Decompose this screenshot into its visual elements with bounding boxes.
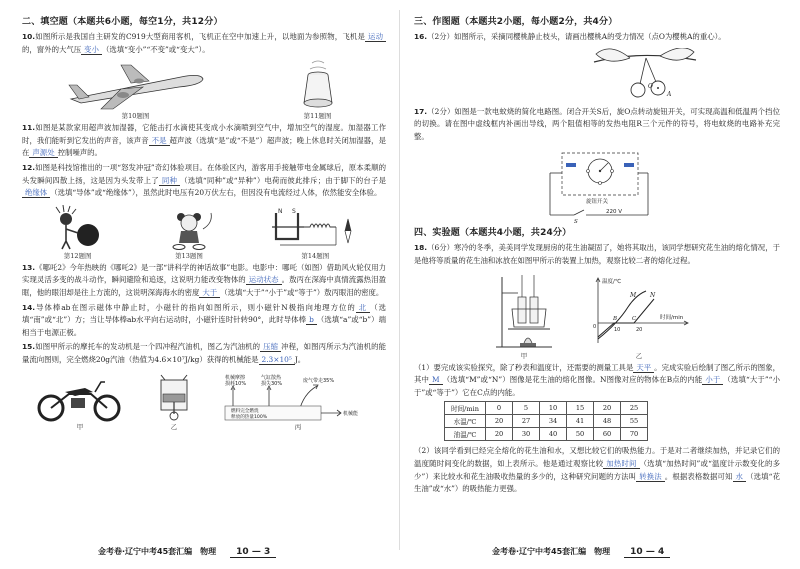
section-title: 三、作图题（本题共2小题，每小题2分，共4分） (414, 17, 618, 27)
figure-caption: 第11题图 (303, 112, 332, 121)
question-15: 15.如图甲所示的摩托车的发动机是一个四冲程汽油机，图乙为汽油机的 压缩 冲程，如图丙所示为汽油机的能量流向图则，完全燃烧20g汽油（热值为4.6×10⁷J/kg）获得的机械能是 2.3×10⁵ J。 (22, 342, 386, 364)
figure-18a (494, 273, 554, 360)
answer: 大于 (199, 288, 220, 298)
page-number: 10 — 4 (624, 547, 670, 558)
energy-label: 机械摩擦 (225, 374, 246, 381)
figure-15b (151, 374, 197, 431)
page-footer: 金考卷·辽宁中考45套汇编 物理 10 — 3 (98, 546, 276, 557)
humidifier-illustration (288, 59, 348, 111)
figure-caption: 乙 (170, 422, 178, 431)
figure-15a (35, 374, 125, 431)
figure-caption: 丙 (294, 422, 302, 431)
answer: 转换法 (636, 472, 665, 482)
answer: 绝缘体 (22, 188, 50, 198)
answer: 声源处 (29, 148, 57, 158)
table-row: 油温/℃ 20 30 40 50 60 70 (445, 428, 648, 441)
nezha-illustration (159, 205, 219, 251)
energy-label: 损耗10% (225, 380, 247, 387)
magnet-coil-illustration (270, 205, 360, 251)
figures-10-11 (22, 58, 386, 120)
energy-label: 机械能 (343, 410, 359, 417)
point-label: C (632, 315, 637, 322)
question-10: 10.如图所示是我国自主研发的C919大型商用客机，飞机正在空中加速上升，以地面为参照物，飞机是 运动的，窗外的大气压 变小 （选填“变小”“不变”或“变大”）。 (22, 31, 386, 56)
figure-caption: 甲 (76, 422, 84, 431)
point-label: O (648, 82, 653, 90)
motorcycle-illustration (35, 374, 125, 422)
answer: 运动状态 (246, 275, 282, 285)
y-axis-label: 温度/℃ (602, 278, 622, 285)
answer: 天平 (633, 363, 654, 373)
heating-apparatus-illustration (494, 273, 554, 351)
question-18-part-1: （1）要完成该实验探究，除了秒表和温度计，还需要的测量工具是 天平 。完成实验后绘制了图乙所示的图象，其中 M （选填“M”或“N”）图像是花生油的熔化图像。N图像对应的物体在B点的内能 小于 （选填“大于”“小于”或“等于”）它在C点的内能。 (414, 362, 780, 397)
figure-14 (270, 205, 360, 260)
tick-label: 20 (636, 326, 643, 333)
airplane-illustration (61, 59, 211, 111)
answer: b (306, 315, 317, 325)
svg-text:S: S (292, 207, 297, 215)
figure-15c (223, 372, 373, 431)
answer: 变小 (81, 45, 102, 55)
figure-caption: 第10题图 (121, 112, 150, 121)
energy-label: 废气带走35% (303, 377, 335, 384)
circuit-diagram (544, 147, 654, 223)
right-page (400, 0, 800, 569)
question-17: 17.（2分）如图是一款电蚊烧的简化电路图。闭合开关S后，旋O点转动旋钮开关，可实现高温和低温两个挡位的切换。请在图中虚线框内补画出导线，两个阻值相等的发热电阻R三个元件的符号，将电蚊烧的电路补充完整。 (414, 106, 780, 141)
tick-label: 0 (593, 323, 597, 330)
figure-caption: 乙 (635, 351, 643, 360)
point-label: A (667, 90, 672, 98)
page-number: 10 — 3 (230, 547, 276, 558)
answer: 北 (356, 303, 370, 313)
series-label: N (650, 291, 656, 299)
tick-label: 10 (614, 326, 621, 333)
answer: 运动 (365, 32, 386, 42)
answer: 不是 (149, 136, 170, 146)
x-axis-label: 时间/min (660, 314, 684, 321)
question-14: 14.导体棒ab在图示磁体中静止时，小磁针的指向如图所示，则小磁针N极指向地理方位的 北 （选填“南”或“北”）方；当让导体棒ab水平向右运动时，小磁针连时针转90°，此时导体棒 b （选填“a”或“b”）端相当于电源正极。 (22, 302, 386, 337)
figure-13 (159, 205, 219, 260)
section-title: 四、实验题（本题共4小题，共24分） (414, 228, 572, 239)
figure-caption: 第12题图 (63, 251, 92, 260)
figure-16 (414, 46, 780, 104)
question-18: 18.（6分）寒冷的冬季，美美同学发现厨房的花生油凝固了，她将其取出，该同学想研究花生油的熔化情况，于是他将等质量的花生油和冰放在如图甲所示的装置上加热，观察比较二者的熔化过程。 (414, 243, 780, 265)
figure-18b (584, 273, 694, 360)
question-12: 12.如图是科技馆推出的一项“怒发冲冠”奇幻体验项目。在体验区内，游客用手接触带电金属球后，原本柔顺的头发瞬间四散上扬，这是因为头发带上了 同种 （选填“同种”或“异种”）电荷而彼此排斥；由于脚下的台子是绝缘体 （选填“导体”或“绝缘体”），虽然此时电压有20万伏左右，但因没有电流经过人体，依然能安全体验。 (22, 162, 386, 198)
figure-11 (288, 59, 348, 120)
energy-label: 损失30% (261, 380, 283, 387)
engine-cylinder-illustration (151, 374, 197, 422)
answer: 压缩 (260, 342, 281, 352)
energy-label: 气缸散热 (261, 374, 282, 381)
figure-10 (61, 59, 211, 120)
question-18-part-2: （2）该同学看到已经完全熔化的花生油和水，又想比较它们的吸热能力。于是对二者继续加热，并记录它们的温度随时间变化的数据，如上表所示。他是通过观察比较 加热时间 （选填“加热时间”或“温度计示数变化的多少”）来比较水和花生油吸收热量的多少的，这种研究问题的方法叫 转换法 。根据表格数据可知 水 （选填“花生油”或“水”）的吸热能力更强。 (414, 446, 780, 494)
answer: 小于 (702, 375, 723, 385)
question-13: 13.《哪吒2》今年热映的《哪吒2》是一部“讲科学的神话故事”电影。电影中：哪吒（如图）借助风火轮仅用力实现灵活多变的战斗动作，瞬间避险和追逐，这说明力能改变物体的 运动状态 。敖丙在深海中真情流露热泪盈眶，他的眼泪却是往上方流的，这说明深海海水的密度 大于 （选填“大于”“小于”或“等于”）敖丙眼泪的密度。 (22, 262, 386, 297)
answer: M (429, 375, 443, 385)
answer: 水 (733, 472, 747, 482)
figure-caption: 第14题图 (301, 251, 330, 260)
figures-12-14 (22, 202, 386, 260)
energy-label: 燃料完全燃烧 (231, 408, 259, 414)
point-label: B (613, 315, 618, 322)
table-row: 时间/min 0 5 10 15 20 25 (445, 402, 648, 415)
question-16: 16.（2分）如图所示，采摘同樱桃静止枝头，请画出樱桃A的受力情况（点O为樱桃A的重心）。 (414, 32, 726, 41)
energy-flow-diagram (223, 372, 373, 422)
answer: 同种 (159, 176, 180, 186)
answer: 2.3×10⁵ (259, 355, 295, 365)
figure-caption: 第13题图 (175, 251, 203, 260)
answer: 加热时间 (603, 459, 639, 469)
section-title: 二、填空题（本题共6小题，每空1分，共12分） (22, 17, 223, 27)
energy-label: 释放的热量100% (231, 414, 268, 420)
series-label: M (630, 291, 637, 299)
voltage-label: 220 V (606, 209, 623, 216)
table-row: 水温/℃ 20 27 34 41 48 55 (445, 415, 648, 428)
static-hair-illustration (48, 205, 108, 251)
figure-15 (22, 369, 386, 431)
switch-label: S (574, 219, 578, 224)
svg-text:N: N (278, 207, 283, 215)
cherry-branch-illustration (590, 48, 700, 104)
question-11: 11.如图是某款家用超声波加湿器，它能击打水滴使其变成小水滴喷到空气中，增加空气的湿度。加湿器工作时，我们能听到它发出的声音，该声音 不是 超声波（选填“是”或“不是”）超声波；晚上休息时关闭加湿器，是在 声源处 控制噪声的。 (22, 123, 386, 158)
melting-graph (584, 273, 694, 351)
figure-17 (414, 145, 780, 223)
figure-caption: 甲 (520, 351, 528, 360)
figure-12 (48, 205, 108, 260)
figure-18 (414, 270, 780, 360)
circuit-label: 旋钮开关 (586, 199, 609, 206)
data-table (444, 401, 648, 441)
page-footer: 金考卷·辽宁中考45套汇编 物理 10 — 4 (492, 546, 670, 557)
